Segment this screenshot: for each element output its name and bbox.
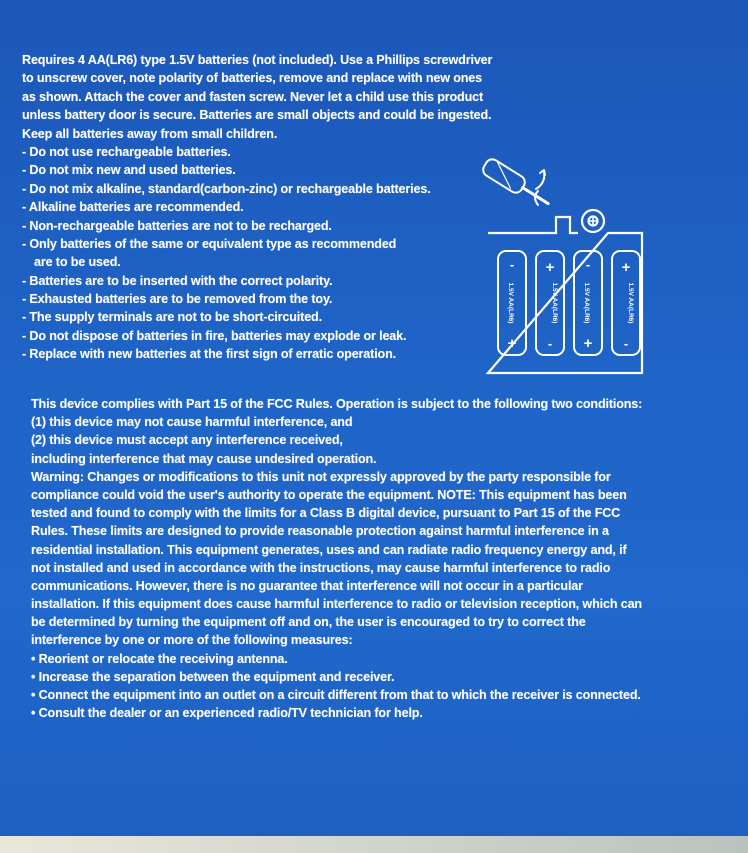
battery-section-line: Requires 4 AA(LR6) type 1.5V batteries (not included). Use a Phillips screwdriver — [22, 53, 493, 67]
battery-2-minus: - — [547, 336, 553, 351]
battery-2-label: 1.5V AA(LR6) — [551, 282, 558, 324]
fcc-section-line: compliance could void the user's authority to operate the equipment. NOTE: This equipment has been — [31, 487, 627, 502]
battery-3-label: 1.5V AA(LR6) — [583, 282, 590, 324]
fcc-section-line: • Consult the dealer or an experienced radio/TV technician for help. — [31, 706, 423, 721]
battery-section-line: to unscrew cover, note polarity of batteries, remove and replace with new ones — [22, 71, 482, 86]
battery-section-line: - Replace with new batteries at the first sign of erratic operation. — [22, 347, 396, 362]
fcc-section-line: not installed and used in accordance with the instructions, may cause harmful interference to radio — [31, 560, 611, 575]
battery-3-plus: + — [583, 335, 593, 352]
batteries — [498, 251, 640, 355]
fcc-section-line: Rules. These limits are designed to provide reasonable protection against harmful interference in a — [31, 524, 609, 539]
fcc-section-line: • Reorient or relocate the receiving antenna. — [31, 651, 288, 666]
battery-section-line: - Alkaline batteries are recommended. — [22, 200, 244, 215]
battery-compartment-illustration — [478, 155, 674, 375]
battery-2 — [536, 251, 564, 355]
battery-3-minus: - — [585, 257, 591, 272]
battery-1-plus: + — [507, 335, 517, 352]
fcc-section-line: • Connect the equipment into an outlet on a circuit different from that to which the receiver is connected. — [31, 688, 641, 702]
battery-diagram — [478, 155, 674, 375]
battery-4-label: 1.5V AA(LR6) — [627, 282, 634, 324]
battery-section-line: - Do not dispose of batteries in fire, batteries may explode or leak. — [22, 328, 407, 343]
battery-4-plus: + — [621, 259, 631, 276]
battery-1 — [498, 251, 526, 355]
screwdriver-icon — [481, 157, 549, 205]
fcc-section-line: (2) this device must accept any interference received, — [31, 433, 343, 448]
battery-1-label: 1.5V AA(LR6) — [507, 282, 514, 324]
battery-section-line: - Do not mix new and used batteries. — [22, 163, 236, 178]
fcc-section-line: including interference that may cause undesired operation. — [31, 451, 377, 466]
fcc-section-line: tested and found to comply with the limits for a Class B digital device, pursuant to Part 15 of the FCC — [31, 506, 621, 521]
battery-4-minus: - — [623, 336, 629, 351]
battery-section-line: as shown. Attach the cover and fasten screw. Never let a child use this product — [22, 89, 484, 104]
fcc-section-line: (1) this device may not cause harmful interference, and — [31, 415, 353, 430]
battery-section-line: - Batteries are to be inserted with the correct polarity. — [22, 273, 333, 288]
battery-1-minus: - — [509, 257, 515, 272]
battery-4 — [612, 251, 640, 355]
battery-section-line: - Only batteries of the same or equivalent type as recommended — [22, 236, 397, 251]
fcc-section-line: residential installation. This equipment generates, uses and can radiate radio frequency energy and, if — [31, 542, 627, 557]
battery-section-line: - Do not mix alkaline, standard(carbon-zinc) or rechargeable batteries. — [22, 181, 431, 196]
battery-section-line: Keep all batteries away from small children. — [22, 126, 278, 141]
fcc-compliance-statement — [31, 395, 642, 722]
fcc-section-line: be determined by turning the equipment off and on, the user is encouraged to try to correct the — [31, 615, 586, 630]
battery-section-line: unless battery door is secure. Batteries are small objects and could be ingested. — [22, 108, 492, 123]
fcc-section-line: • Increase the separation between the equipment and receiver. — [31, 669, 395, 684]
fcc-section-line: installation. If this equipment does cause harmful interference to radio or television reception, which can — [31, 597, 642, 612]
fcc-section-line: interference by one or more of the following measures: — [31, 633, 353, 648]
fcc-section-line: This device complies with Part 15 of the FCC Rules. Operation is subject to the following two conditions: — [31, 397, 643, 411]
battery-section-line: - Do not use rechargeable batteries. — [22, 144, 231, 159]
battery-section-line: - Non-rechargeable batteries are not to be recharged. — [22, 218, 332, 233]
fcc-section-line: communications. However, there is no guarantee that interference will not occur in a particular — [31, 578, 583, 593]
battery-instructions — [22, 51, 492, 364]
battery-section-line: - Exhausted batteries are to be removed from the toy. — [22, 292, 333, 307]
fcc-section-line: Warning: Changes or modifications to this unit not expressly approved by the party responsible for — [31, 469, 611, 484]
battery-section-line: are to be used. — [34, 255, 121, 270]
battery-2-plus: + — [545, 259, 555, 276]
bottom-edge-band — [0, 836, 748, 853]
battery-section-line: - The supply terminals are not to be short-circuited. — [22, 310, 322, 325]
